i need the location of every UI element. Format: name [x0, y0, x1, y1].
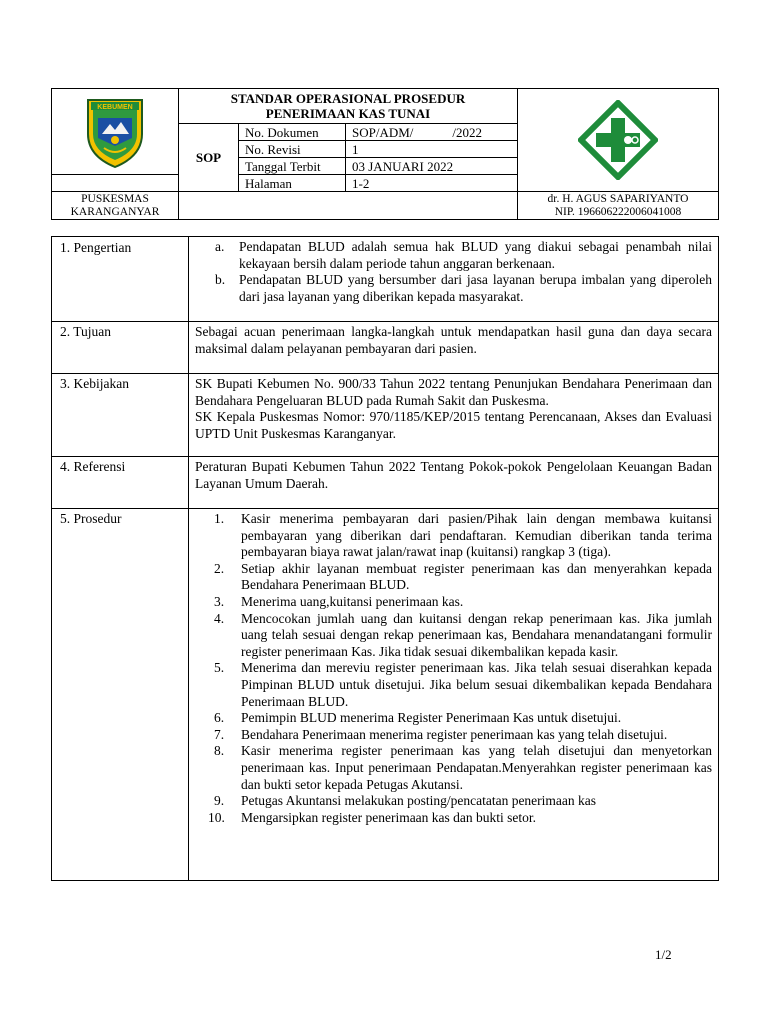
section-heading: 3. Kebijakan [52, 374, 189, 457]
meta-label-revisi: No. Revisi [239, 141, 346, 158]
item-text: Pendapatan BLUD yang bersumber dari jasa layanan berupa imbalan yang diperoleh dari jasa layanan yang diberikan kepada masyarakat. [239, 272, 712, 304]
step-marker: 10. [208, 809, 225, 825]
section-heading: 4. Referensi [52, 457, 189, 509]
sop-label: SOP [179, 124, 239, 192]
logo-left-cell [52, 89, 179, 175]
item-text: Pendapatan BLUD adalah semua hak BLUD yang diakui sebagai penambah nilai kekayaan bersih dalam periode tahun anggaran berkenaan. [239, 239, 712, 271]
section-heading: 2. Tujuan [52, 322, 189, 374]
step-text: Kasir menerima register penerimaan kas yang telah disetujui dan menyetorkan penerimaan kas. Input penerimaan Pendapatan.Menyerahkan register penerimaan kas dan bukti setor kepada Petugas Akutansi. [241, 743, 712, 792]
step-marker: 2. [214, 560, 225, 576]
step-marker: 5. [214, 660, 225, 676]
step-marker: 9. [214, 793, 225, 809]
step-text: Menerima dan mereviu register penerimaan kas. Jika telah sesuai diserahkan kepada Pimpinan BLUD untuk disetujui. Jika belum sesuai dikembalikan kepada Bendahara Penerimaan BLUD. [241, 660, 712, 709]
step-text: Petugas Akuntansi melakukan posting/pencatatan penerimaan kas [241, 793, 597, 809]
meta-label-tanggal: Tanggal Terbit [239, 158, 346, 175]
sop-content-table [51, 236, 719, 881]
title-line-1: STANDAR OPERASIONAL PROSEDUR [230, 91, 466, 106]
meta-value-dokumen: SOP/ADM/ /2022 [346, 124, 518, 141]
referensi-text: Peraturan Bupati Kebumen Tahun 2022 Tentang Pokok-pokok Pengelolaan Keuangan Badan Layanan Umum Daerah. [189, 457, 719, 509]
meta-value-tanggal: 03 JANUARI 2022 [346, 158, 518, 175]
organization-name [52, 192, 179, 220]
procedure-step [214, 710, 712, 727]
kebijakan-content [189, 374, 719, 457]
tujuan-text: Sebagai acuan penerimaan langka-langkah untuk mendapatkan hasil guna dan daya secara maksimal dalam pelayanan pembayaran dari pasien. [189, 322, 719, 374]
logo-left-bottom [52, 175, 179, 192]
crest-banner-text: KEBUMEN [97, 103, 133, 111]
procedure-step [214, 610, 712, 661]
org-line-1: PUSKESMAS [81, 192, 149, 205]
step-marker: 4. [214, 610, 225, 626]
procedure-step [214, 793, 712, 810]
meta-label-dokumen: No. Dokumen [239, 124, 346, 141]
logo-right-cell [518, 89, 719, 192]
item-marker: b. [215, 272, 226, 288]
org-line-2: KARANGANYAR [70, 205, 160, 218]
list-item [215, 272, 712, 305]
step-marker: 8. [214, 743, 225, 759]
row-referensi [52, 457, 719, 509]
step-text: Pemimpin BLUD menerima Register Penerimaan Kas untuk disetujui. [241, 710, 622, 726]
signer-nip: NIP. 196606222006041008 [554, 205, 682, 218]
kebumen-crest-icon [84, 94, 146, 170]
kebijakan-text-1: SK Bupati Kebumen No. 900/33 Tahun 2022 tentang Penunjukan Bendahara Penerimaan dan Bendahara Pengeluaran BLUD pada Rumah Sakit dan Puskesma. [195, 376, 712, 408]
procedure-step [214, 560, 712, 594]
puskesmas-logo-icon [578, 100, 658, 180]
step-marker: 1. [214, 511, 225, 526]
procedure-step [208, 809, 712, 827]
step-text: Mengarsipkan register penerimaan kas dan bukti setor. [241, 809, 537, 825]
procedure-step [214, 743, 712, 793]
row-pengertian [52, 237, 719, 322]
step-text: Kasir menerima pembayaran dari pasien/Pihak lain dengan membawa kuitansi pembayaran yang diberikan dari pendaftaran. Kemudian diberikan tanda terima pembayaran biaya rawat jalan/rawat inap (kuitansi) rangkap 3 (tiga). [241, 511, 712, 560]
step-marker: 6. [214, 710, 225, 726]
kebijakan-text-2: SK Kepala Puskesmas Nomor: 970/1185/KEP/2015 tentang Perencanaan, Akses dan Evaluasi UPTD Unit Puskesmas Karanganyar. [195, 409, 712, 441]
step-marker: 7. [214, 726, 225, 742]
pengertian-content [189, 237, 719, 322]
prosedur-content [189, 509, 719, 881]
procedure-step [214, 660, 712, 710]
procedure-step [214, 511, 712, 561]
procedure-step [214, 593, 712, 611]
title-line-2: PENERIMAAN KAS TUNAI [265, 106, 431, 121]
signer-name: dr. H. AGUS SAPARIYANTO [547, 192, 689, 205]
step-marker: 3. [214, 593, 225, 609]
meta-label-halaman: Halaman [239, 175, 346, 192]
item-marker: a. [215, 239, 225, 254]
blank-cell [179, 192, 518, 220]
meta-value-halaman: 1-2 [346, 175, 518, 192]
section-heading: 5. Prosedur [52, 509, 189, 881]
list-item [215, 239, 712, 272]
procedure-step [214, 726, 712, 744]
row-kebijakan [52, 374, 719, 457]
section-heading: 1. Pengertian [52, 237, 189, 322]
meta-value-revisi: 1 [346, 141, 518, 158]
page-number: 1/2 [655, 947, 672, 962]
step-text: Menerima uang,kuitansi penerimaan kas. [241, 593, 464, 609]
step-text: Setiap akhir layanan membuat register penerimaan kas dan menyerahkan kepada Bendahara Penerimaan BLUD. [241, 560, 712, 593]
row-prosedur [52, 509, 719, 881]
step-text: Mencocokan jumlah uang dan kuitansi dengan rekap penerimaan kas. Jika jumlah uang telah sesuai dengan rekap penerimaan kas, Bendahara menandatangani formulir register penerimaan Kas. Jika tidak sesuai dikembalikan kepada kasir. [241, 610, 712, 659]
step-text: Bendahara Penerimaan menerima register penerimaan kas yang telah disetujui. [241, 726, 668, 742]
signer-block [518, 192, 719, 220]
document-title [179, 89, 518, 124]
header-table [51, 88, 719, 220]
row-tujuan [52, 322, 719, 374]
